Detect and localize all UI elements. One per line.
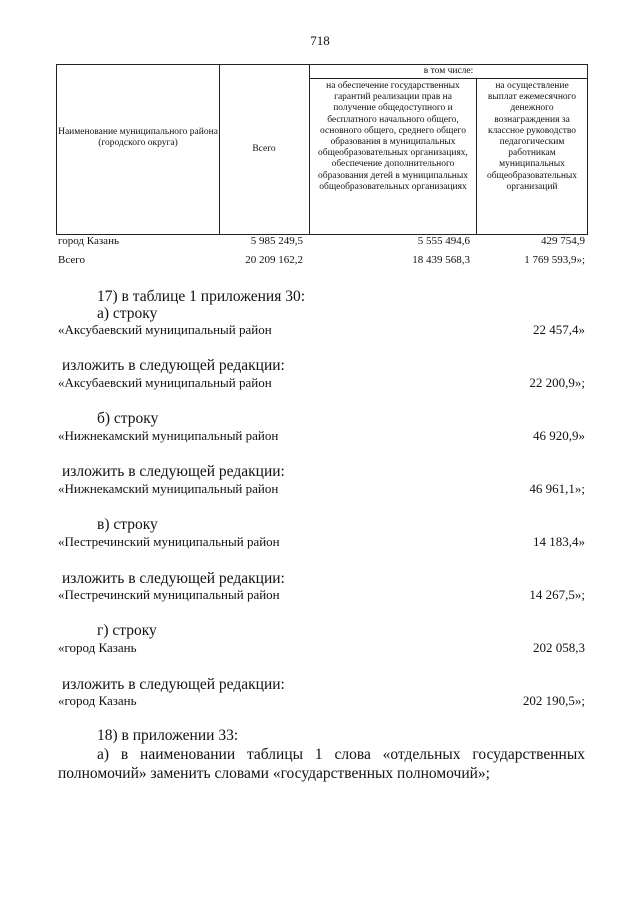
entry-a-instruction: изложить в следующей редакции: bbox=[62, 357, 285, 374]
item18-heading: 18) в приложении 33: bbox=[97, 727, 239, 744]
item18-line1: а) в наименовании таблицы 1 слова «отдельных государственных bbox=[97, 746, 585, 763]
entry-d-old-name: «город Казань bbox=[58, 640, 137, 655]
entry-b-new-name: «Нижнекамский муниципальный район bbox=[58, 481, 279, 496]
entry-c-new-name: «Пестречинский муниципальный район bbox=[58, 587, 280, 602]
entry-d-instruction: изложить в следующей редакции: bbox=[62, 676, 285, 693]
row-kazan-total: 5 985 249,5 bbox=[250, 235, 303, 247]
header-group: в том числе: bbox=[423, 66, 474, 76]
entry-a-old-value: 22 457,4» bbox=[533, 322, 585, 337]
item17-heading: 17) в таблице 1 приложения 30: bbox=[97, 288, 306, 305]
row-kazan-name: город Казань bbox=[58, 235, 119, 247]
header-name-column: Наименование муниципального района (городского округа) bbox=[58, 127, 218, 149]
entry-d-label: г) строку bbox=[97, 622, 157, 639]
entry-b-label: б) строку bbox=[97, 410, 159, 427]
data-table bbox=[56, 64, 588, 235]
row-kazan-sub1: 5 555 494,6 bbox=[417, 235, 470, 247]
entry-b-old-value: 46 920,9» bbox=[533, 428, 585, 443]
entry-c-old-value: 14 183,4» bbox=[533, 534, 585, 549]
header-sub2-column: на осуществление выплат ежемесячного денежного вознаграждения за классное руководство педагогическим работникам муниципальных общеобразовательных организаций bbox=[486, 81, 578, 192]
header-sub1-column: на обеспечение государственных гарантий реализации прав на получение общедоступного и бесплатного начального общего, основного общего, среднего общего образования в муниципальных общеобразовательных организациях, обеспечение дополнительного образования детей в муниципальных общеобразовательных организациях bbox=[318, 81, 468, 192]
entry-a-old-name: «Аксубаевский муниципальный район bbox=[58, 322, 272, 337]
row-total-total: 20 209 162,2 bbox=[245, 254, 303, 266]
entry-a-label: а) строку bbox=[97, 305, 158, 322]
entry-b-old-name: «Нижнекамский муниципальный район bbox=[58, 428, 279, 443]
row-total-sub2: 1 769 593,9»; bbox=[524, 254, 585, 266]
row-total-name: Всего bbox=[58, 254, 85, 266]
item18-line2: полномочий» заменить словами «государственных полномочий»; bbox=[58, 765, 490, 782]
row-kazan-sub2: 429 754,9 bbox=[541, 235, 585, 247]
entry-b-instruction: изложить в следующей редакции: bbox=[62, 463, 285, 480]
page-number: 718 bbox=[310, 33, 330, 48]
entry-a-new-value: 22 200,9»; bbox=[529, 375, 585, 390]
entry-c-old-name: «Пестречинский муниципальный район bbox=[58, 534, 280, 549]
row-total-sub1: 18 439 568,3 bbox=[412, 254, 470, 266]
entry-d-old-value: 202 058,3 bbox=[533, 640, 585, 655]
entry-a-new-name: «Аксубаевский муниципальный район bbox=[58, 375, 272, 390]
header-total-column: Всего bbox=[252, 144, 276, 154]
entry-d-new-name: «город Казань bbox=[58, 693, 137, 708]
entry-d-new-value: 202 190,5»; bbox=[522, 693, 585, 708]
entry-c-instruction: изложить в следующей редакции: bbox=[62, 570, 285, 587]
entry-c-label: в) строку bbox=[97, 516, 158, 533]
entry-b-new-value: 46 961,1»; bbox=[529, 481, 585, 496]
entry-c-new-value: 14 267,5»; bbox=[529, 587, 585, 602]
